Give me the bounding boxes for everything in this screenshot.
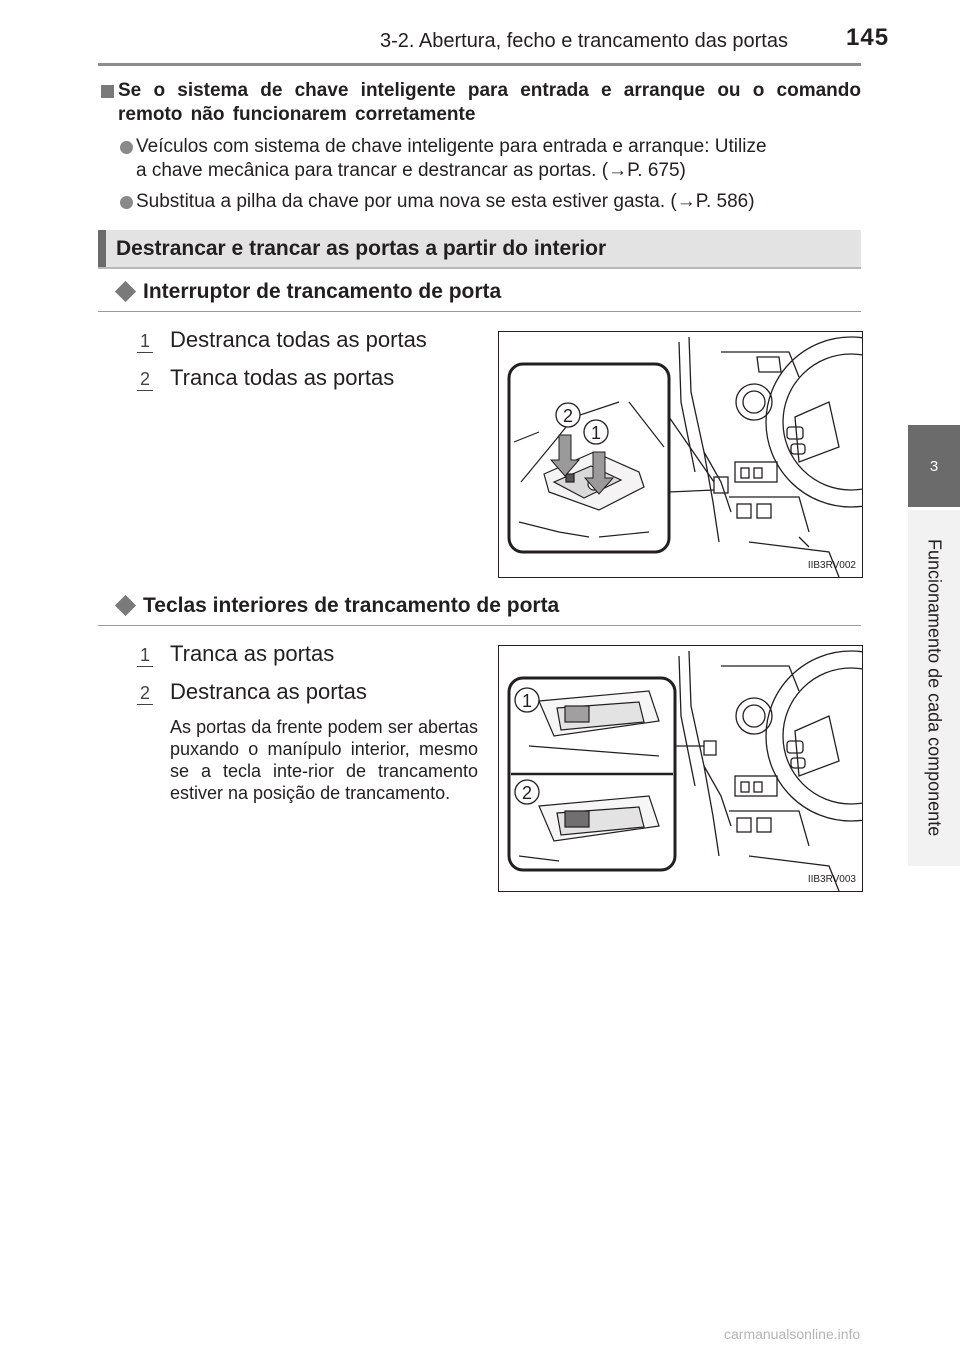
item-number: 2 <box>140 369 151 389</box>
subsection-1-rule <box>98 311 861 312</box>
bullet-1-line-1: Veículos com sistema de chave inteligente para entrada e arranque: Utilize <box>136 136 767 157</box>
subsection-1-title: Interruptor de trancamento de porta <box>143 280 502 303</box>
chapter-number: 3 <box>929 457 939 475</box>
diamond-bullet-icon <box>115 281 136 302</box>
header-rule <box>98 63 861 66</box>
item-number-underline <box>137 704 153 705</box>
door-lock-switch-illustration <box>498 331 863 578</box>
section-bar-accent <box>98 230 106 268</box>
bullet-1-line-2: a chave mecânica para trancar e destrancar as portas. (→P. 675) <box>136 160 686 181</box>
note-paragraph: As portas da frente podem ser abertas puxando o manípulo interior, mesmo se a tecla inte-rior de trancamento estiver na posição de trancamento. <box>170 717 478 803</box>
note-square-icon <box>101 85 114 98</box>
dashboard-drawing-1 <box>499 332 862 577</box>
section-bar-underline <box>98 267 861 269</box>
subsection-2-title: Teclas interiores de trancamento de porta <box>143 594 560 617</box>
subsection-2-rule <box>98 625 861 626</box>
chapter-tab-title <box>908 510 960 866</box>
bullet-2-text: Substitua a pilha da chave por uma nova se esta estiver gasta. (→P. 586) <box>136 191 755 212</box>
chapter-title: Funcionamento de cada componente <box>924 539 945 837</box>
interior-lock-button-illustration <box>498 645 863 892</box>
dashboard-drawing-2 <box>499 646 862 891</box>
item-text: Tranca as portas <box>170 641 335 666</box>
watermark: carmanualsonline.info <box>724 1326 861 1342</box>
figure-1-callout: 1 <box>590 423 602 443</box>
item-number-underline <box>137 666 153 667</box>
section-title: Destrancar e trancar as portas a partir do interior <box>116 237 607 260</box>
item-text: Tranca todas as portas <box>170 365 395 390</box>
figure-2-callout: 2 <box>521 783 533 803</box>
diamond-bullet-icon <box>115 595 136 616</box>
note-heading: Se o sistema de chave inteligente para entrada e arranque ou o comando remoto não funcionarem corretamente <box>118 80 861 125</box>
bullet-dot-icon <box>120 141 133 154</box>
page-number: 145 <box>846 24 890 51</box>
figure-code: IIB3RV003 <box>807 874 856 885</box>
figure-2-callout: 1 <box>521 691 533 711</box>
item-number: 2 <box>140 683 151 703</box>
item-number-underline <box>137 352 153 353</box>
running-header-title: 3-2. Abertura, fecho e trancamento das portas <box>379 30 788 52</box>
item-number: 1 <box>140 331 151 351</box>
bullet-dot-icon <box>120 196 133 209</box>
item-text: Destranca as portas <box>170 679 367 704</box>
item-number: 1 <box>140 645 151 665</box>
chapter-tab-number <box>908 425 960 507</box>
item-text: Destranca todas as portas <box>170 327 427 352</box>
item-number-underline <box>137 390 153 391</box>
figure-code: IIB3RV002 <box>807 560 856 571</box>
figure-1-callout: 2 <box>562 406 574 426</box>
